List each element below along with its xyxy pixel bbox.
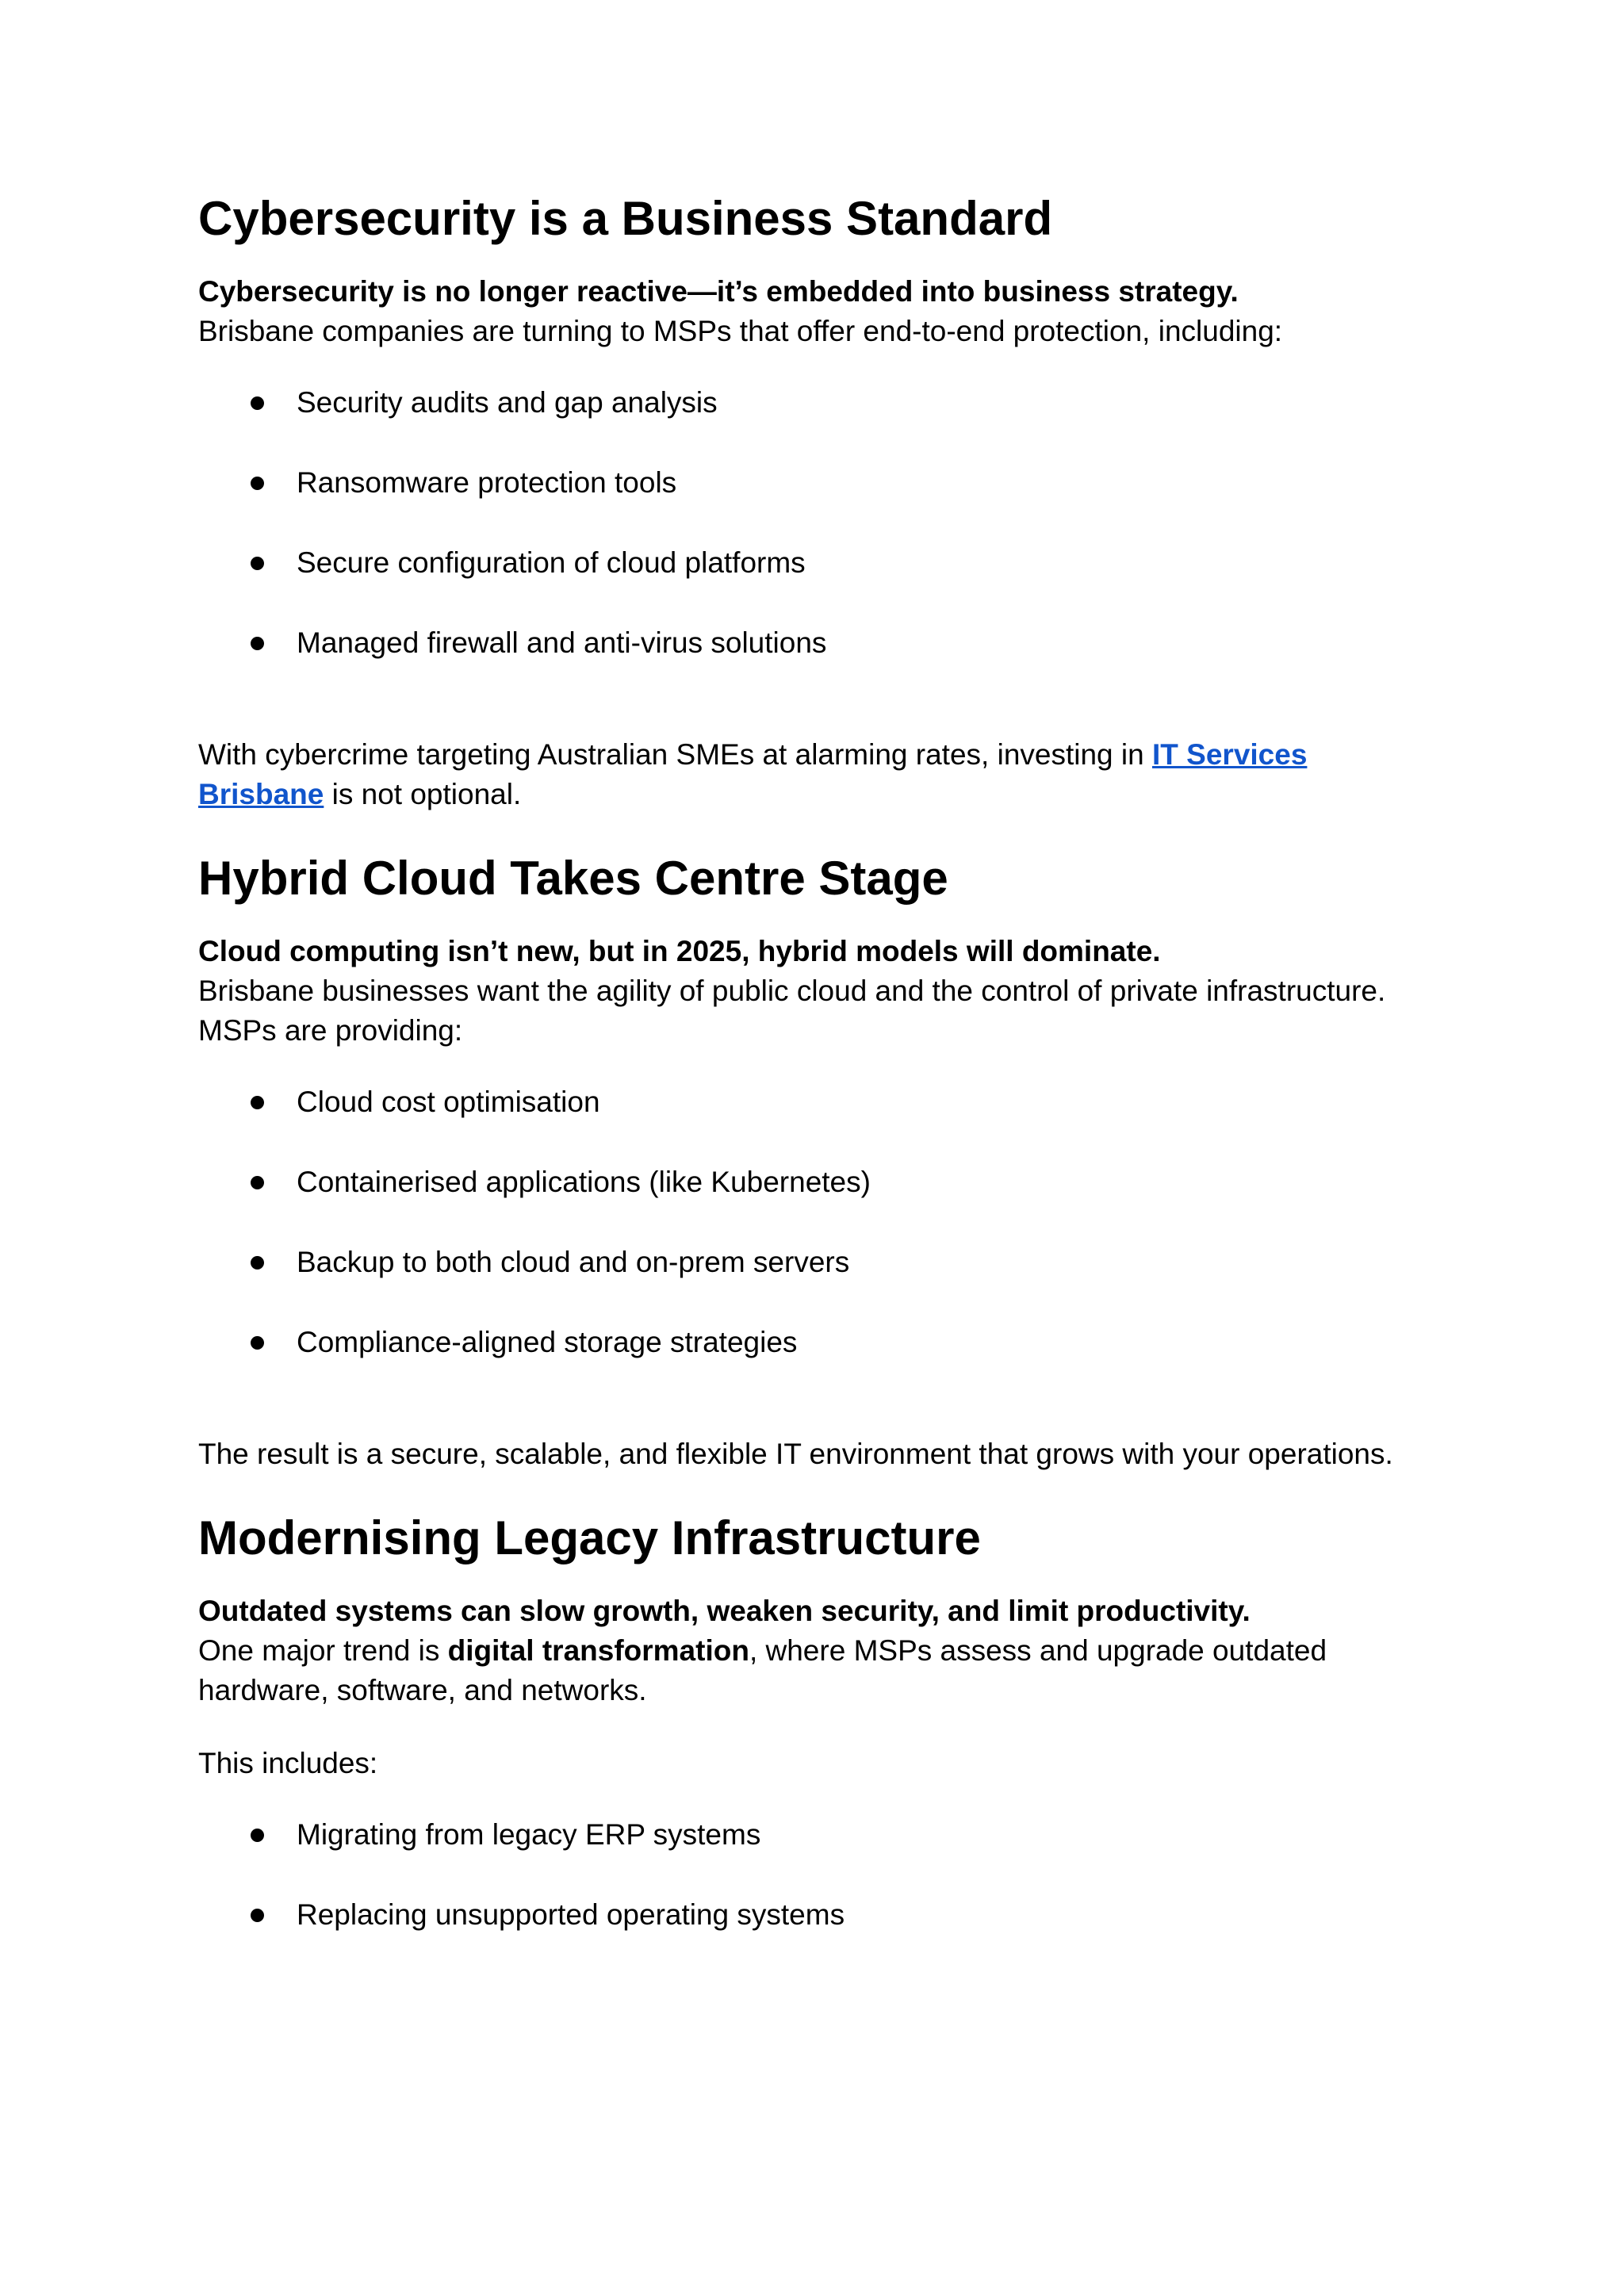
section-cybersecurity <box>198 190 1435 814</box>
bullet-list <box>198 1815 1435 1935</box>
bullet-icon <box>251 637 264 650</box>
section-heading: Cybersecurity is a Business Standard <box>198 192 1053 245</box>
section-lead <box>198 272 1435 351</box>
list-item <box>198 1815 1435 1895</box>
section-lead <box>198 1591 1435 1710</box>
list-item-text: Managed firewall and anti-virus solutions <box>297 626 827 659</box>
bullet-list <box>198 383 1435 663</box>
closing-paragraph <box>198 735 1435 814</box>
list-item <box>198 1082 1435 1162</box>
list-item <box>198 1243 1435 1323</box>
list-item-text: Replacing unsupported operating systems <box>297 1898 845 1931</box>
list-item-text: Backup to both cloud and on-prem servers <box>297 1246 850 1278</box>
section-heading: Hybrid Cloud Takes Centre Stage <box>198 852 948 905</box>
intro-text: Brisbane companies are turning to MSPs that offer end-to-end protection, including: <box>198 315 1283 347</box>
list-item <box>198 463 1435 543</box>
section-heading: Modernising Legacy Infrastructure <box>198 1511 981 1564</box>
list-item <box>198 623 1435 663</box>
closing-text: With cybercrime targeting Australian SMEs at alarming rates, investing in <box>198 738 1152 771</box>
intro-text: Brisbane businesses want the agility of public cloud and the control of private infrastructure. MSPs are providing: <box>198 975 1386 1047</box>
bullet-icon <box>251 1336 264 1350</box>
intro-text-end: , where MSPs assess and upgrade outdated hardware, software, and networks. <box>198 1634 1327 1706</box>
closing-text-end: is not optional. <box>324 778 522 810</box>
list-item-text: Cloud cost optimisation <box>297 1086 600 1118</box>
document-page <box>198 190 1435 1935</box>
bullet-icon <box>251 1176 264 1189</box>
bullet-icon <box>251 1256 264 1270</box>
list-item <box>198 543 1435 623</box>
lead-text: Cloud computing isn’t new, but in 2025, hybrid models will dominate. <box>198 935 1161 967</box>
list-item-text: Compliance-aligned storage strategies <box>297 1326 798 1358</box>
bullet-list <box>198 1082 1435 1362</box>
bullet-icon <box>251 396 264 410</box>
it-services-brisbane-link[interactable]: IT Services Brisbane <box>198 738 1308 810</box>
bullet-icon <box>251 1096 264 1109</box>
bullet-icon <box>251 557 264 570</box>
list-item-text: Ransomware protection tools <box>297 466 677 499</box>
section-lead <box>198 932 1435 1051</box>
list-item-text: Migrating from legacy ERP systems <box>297 1818 761 1851</box>
bullet-icon <box>251 1829 264 1842</box>
section-legacy-infrastructure <box>198 1510 1435 1935</box>
list-item-text: Security audits and gap analysis <box>297 386 718 419</box>
list-item <box>198 1895 1435 1935</box>
bullet-icon <box>251 1909 264 1922</box>
closing-paragraph: The result is a secure, scalable, and flexible IT environment that grows with your operations. <box>198 1438 1393 1470</box>
list-item <box>198 1323 1435 1362</box>
list-item-text: Containerised applications (like Kubernetes) <box>297 1166 871 1198</box>
intro-bold-text: digital transformation <box>447 1634 749 1667</box>
list-item-text: Secure configuration of cloud platforms <box>297 546 806 579</box>
list-item <box>198 383 1435 463</box>
bullet-icon <box>251 477 264 490</box>
lead-text: Cybersecurity is no longer reactive—it’s embedded into business strategy. <box>198 275 1239 308</box>
section-hybrid-cloud <box>198 850 1435 1474</box>
includes-paragraph: This includes: <box>198 1747 378 1779</box>
intro-text: One major trend is <box>198 1634 448 1667</box>
lead-text: Outdated systems can slow growth, weaken security, and limit productivity. <box>198 1595 1251 1627</box>
list-item <box>198 1162 1435 1243</box>
